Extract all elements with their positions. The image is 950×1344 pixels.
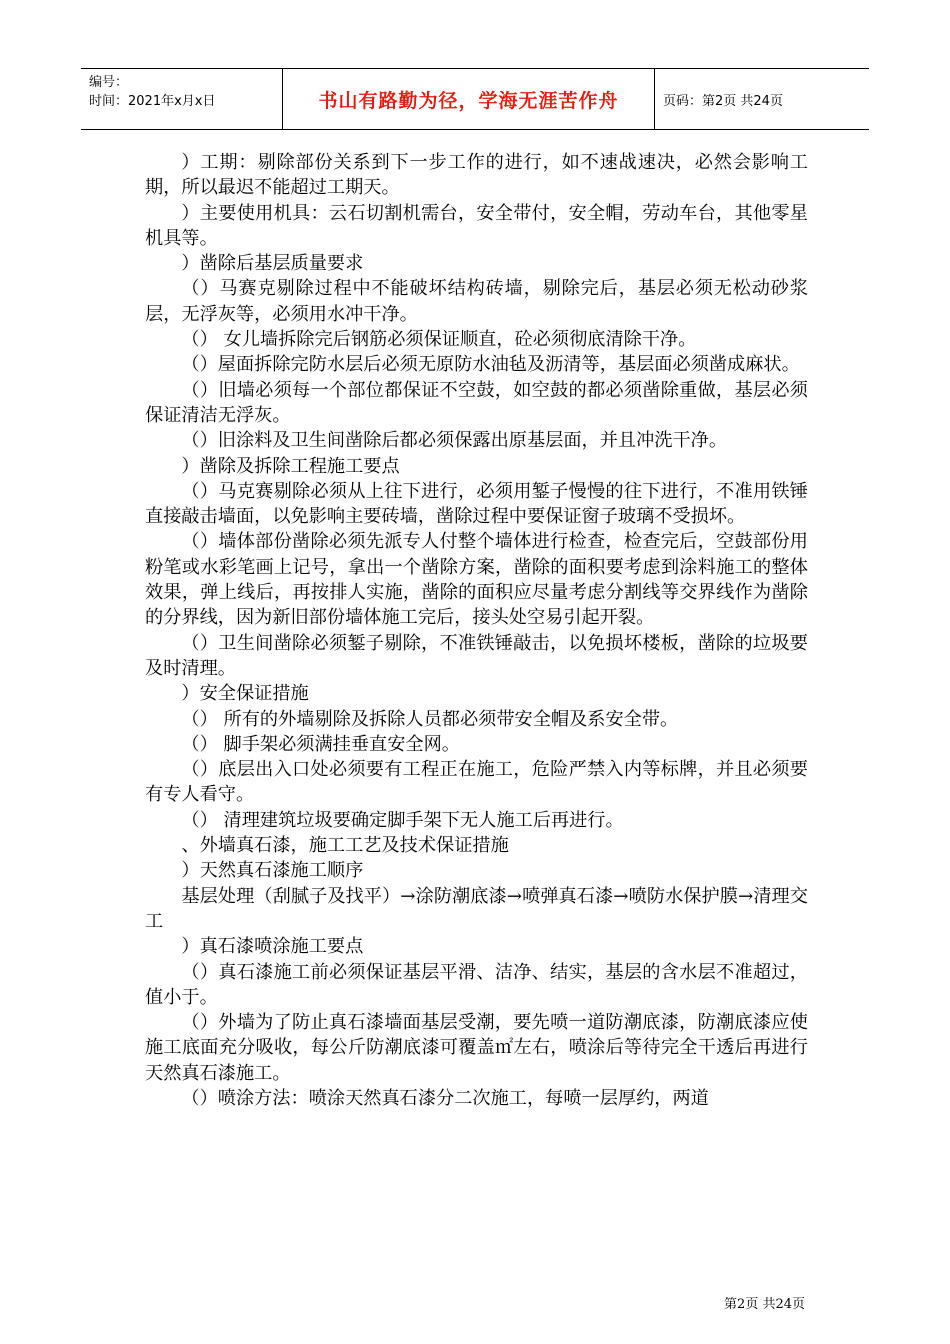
paragraph: （）屋面拆除完防水层后必须无原防水油毡及沥清等，基层面必须凿成麻状。 bbox=[181, 354, 800, 376]
section-heading: ）凿除及拆除工程施工要点 bbox=[181, 455, 400, 477]
paragraph: （） 女儿墙拆除完后钢筋必须保证顺直，砼必须彻底清除干净。 bbox=[181, 329, 697, 351]
paragraph: （）外墙为了防止真石漆墙面基层受潮，要先喷一道防潮底漆，防潮底漆应使施工底面充分吸收，每公斤防潮底漆可覆盖㎡左右，喷涂后等待完全干透后再进行天然真石漆施工。 bbox=[145, 1012, 808, 1084]
section-heading: 、外墙真石漆，施工工艺及技术保证措施 bbox=[181, 835, 509, 857]
page-footer: 第2页 共24页 bbox=[724, 1297, 805, 1312]
paragraph: （） 脚手架必须满挂垂直安全网。 bbox=[181, 733, 460, 755]
section-heading: ）安全保证措施 bbox=[181, 683, 309, 705]
paragraph: （） 所有的外墙剔除及拆除人员都必须带安全帽及系安全带。 bbox=[181, 708, 679, 730]
document-number-label: 编号： bbox=[89, 75, 129, 90]
section-heading: ）凿除后基层质量要求 bbox=[181, 253, 364, 275]
header-meta bbox=[81, 69, 283, 129]
header-page-label: 页码：第2页 共24页 bbox=[663, 93, 783, 109]
paragraph: ）主要使用机具：云石切割机需台，安全带付，安全帽，劳动车台，其他零星机具等。 bbox=[145, 202, 808, 249]
header-motto: 书山有路勤为径，学海无涯苦作舟 bbox=[283, 69, 655, 129]
paragraph: （）旧涂料及卫生间凿除后都必须保露出原基层面，并且冲洗干净。 bbox=[181, 430, 728, 452]
paragraph: 基层处理（刮腻子及找平）→涂防潮底漆→喷弹真石漆→喷防水保护膜→清理交工 bbox=[145, 885, 808, 932]
paragraph: （）墙体部份凿除必须先派专人付整个墙体进行检查，检查完后，空鼓部份用粉笔或水彩笔画上记号，拿出一个凿除方案，凿除的面积要考虑到涂料施工的整体效果，弹上线后，再按排人实施，凿除的面积应尽量考虑分割线等交界线作为凿除的分界线，因为新旧部份墙体施工完后，接头处空易引起开裂。 bbox=[145, 531, 808, 629]
paragraph: （） 清理建筑垃圾要确定脚手架下无人施工后再进行。 bbox=[181, 809, 624, 831]
document-body bbox=[145, 150, 808, 1111]
paragraph: （）卫生间凿除必须錾子剔除，不准铁锤敲击，以免损坏楼板，凿除的垃圾要及时清理。 bbox=[145, 632, 808, 679]
paragraph: （）喷涂方法：喷涂天然真石漆分二次施工，每喷一层厚约，两道 bbox=[181, 1087, 709, 1109]
paragraph: ）工期：剔除部份关系到下一步工作的进行，如不速战速决，必然会影响工期，所以最迟不能超过工期天。 bbox=[145, 152, 808, 199]
paragraph: （）马克赛剔除必须从上往下进行，必须用錾子慢慢的往下进行，不准用铁锤直接敲击墙面，以免影响主要砖墙，凿除过程中要保证窗子玻璃不受损坏。 bbox=[145, 480, 808, 528]
section-heading: ）真石漆喷涂施工要点 bbox=[181, 936, 364, 958]
paragraph: （）马赛克剔除过程中不能破坏结构砖墙，剔除完后，基层必须无松动砂浆层，无浮灰等，必须用水冲干净。 bbox=[145, 278, 808, 325]
paragraph: （）真石漆施工前必须保证基层平滑、洁净、结实，基层的含水层不准超过，值小于。 bbox=[145, 961, 808, 1008]
paragraph: （）底层出入口处必须要有工程正在施工，危险严禁入内等标牌，并且必须要有专人看守。 bbox=[145, 759, 808, 806]
section-heading: ）天然真石漆施工顺序 bbox=[181, 860, 364, 882]
document-time-label: 时间：2021年x月x日 bbox=[89, 94, 216, 109]
paragraph: （）旧墙必须每一个部位都保证不空鼓，如空鼓的都必须凿除重做，基层必须保证清洁无浮灰。 bbox=[145, 379, 808, 426]
page-header bbox=[81, 68, 869, 130]
